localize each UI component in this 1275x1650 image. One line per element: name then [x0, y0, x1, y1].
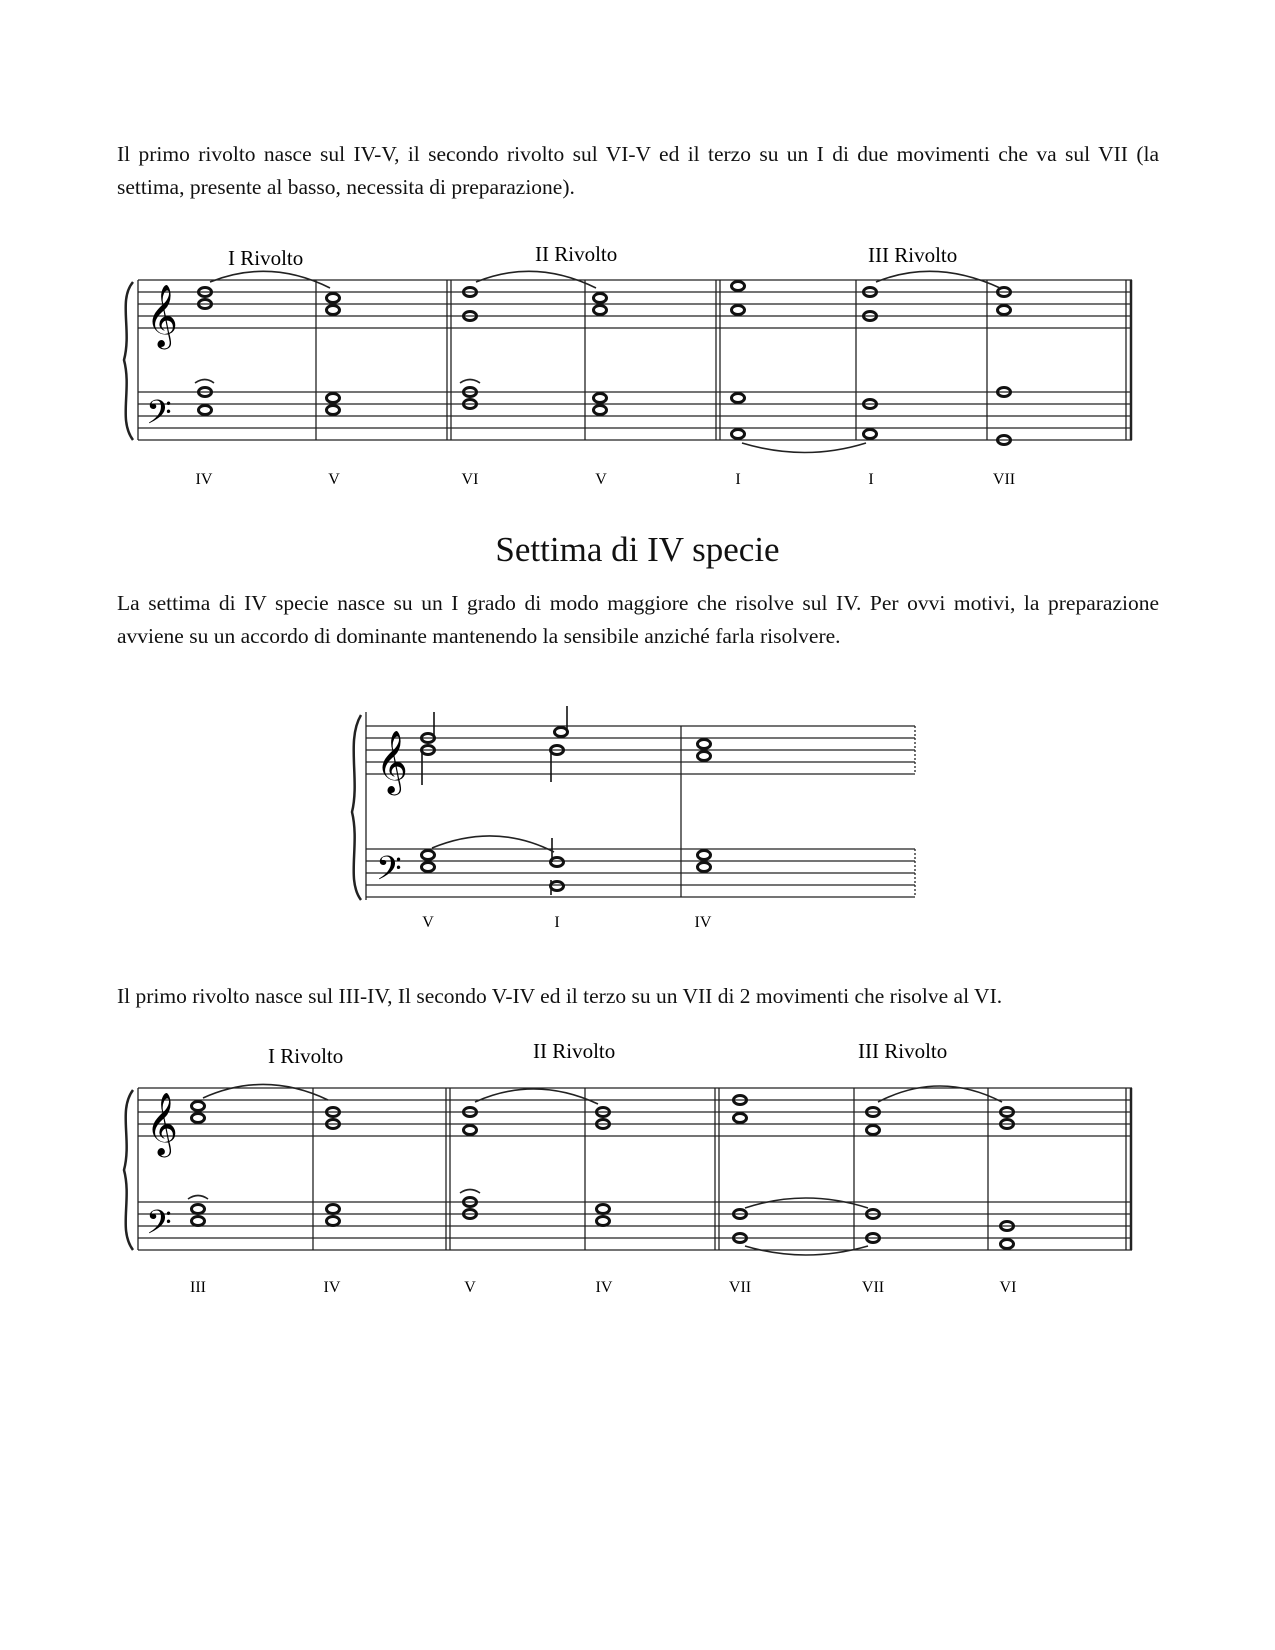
- degree-label: VII: [992, 471, 1016, 488]
- bass-notes: [192, 1198, 1014, 1249]
- treble-notes: [192, 1096, 1014, 1135]
- treble-clef-icon: 𝄞: [376, 732, 408, 792]
- degree-label: I: [735, 471, 741, 488]
- label-iii-rivolto: III Rivolto: [868, 243, 958, 267]
- label-i-rivolto: I Rivolto: [268, 1044, 344, 1068]
- treble-clef-icon: 𝄞: [146, 286, 178, 346]
- degree-label: V: [464, 1279, 476, 1296]
- paragraph-inversions-fourth: Il primo rivolto nasce sul III-IV, Il secondo V-IV ed il terzo su un VII di 2 movimenti che risolve al VI.: [117, 984, 1003, 1008]
- paragraph-seventh-fourth: La settima di IV specie nasce su un I grado di modo maggiore che risolve sul IV. Per ovvi motivi, la preparazione avviene su un accordo di dominante mantenendo la sensibile anziché farla risolvere.: [117, 591, 1159, 648]
- degree-label: VI: [999, 1279, 1017, 1296]
- bass-staff: [138, 1202, 1132, 1250]
- label-iii-rivolto: III Rivolto: [858, 1039, 948, 1063]
- degree-label: VI: [461, 471, 479, 488]
- degree-label: III: [190, 1279, 206, 1296]
- degree-label: VII: [728, 1279, 752, 1296]
- degree-label: V: [328, 471, 340, 488]
- bass-clef-icon: 𝄢: [146, 394, 172, 439]
- degree-label: IV: [323, 1279, 341, 1296]
- degree-label: I: [554, 914, 560, 931]
- degree-label: I: [868, 471, 874, 488]
- label-ii-rivolto: II Rivolto: [533, 1039, 616, 1063]
- treble-clef-icon: 𝄞: [146, 1094, 178, 1154]
- label-i-rivolto: I Rivolto: [228, 246, 304, 270]
- degree-labels: [190, 1279, 1016, 1296]
- degree-label: V: [595, 471, 607, 488]
- degree-label: IV: [195, 471, 213, 488]
- degree-label: IV: [595, 1279, 613, 1296]
- degree-label: VII: [861, 1279, 885, 1296]
- degree-label: IV: [694, 914, 712, 931]
- brace-icon: [124, 1090, 133, 1250]
- section-heading: Settima di IV specie: [495, 530, 780, 569]
- label-ii-rivolto: II Rivolto: [535, 242, 618, 266]
- paragraph-intro-seventh-third: Il primo rivolto nasce sul IV-V, il secondo rivolto sul VI-V ed il terzo su un I di due movimenti che va sul VII (la settima, presente al basso, necessita di preparazione).: [117, 142, 1159, 199]
- treble-staff: [138, 1088, 1132, 1136]
- bass-clef-icon: 𝄢: [146, 1204, 172, 1249]
- bass-clef-icon: 𝄢: [376, 850, 402, 895]
- degree-label: V: [422, 914, 434, 931]
